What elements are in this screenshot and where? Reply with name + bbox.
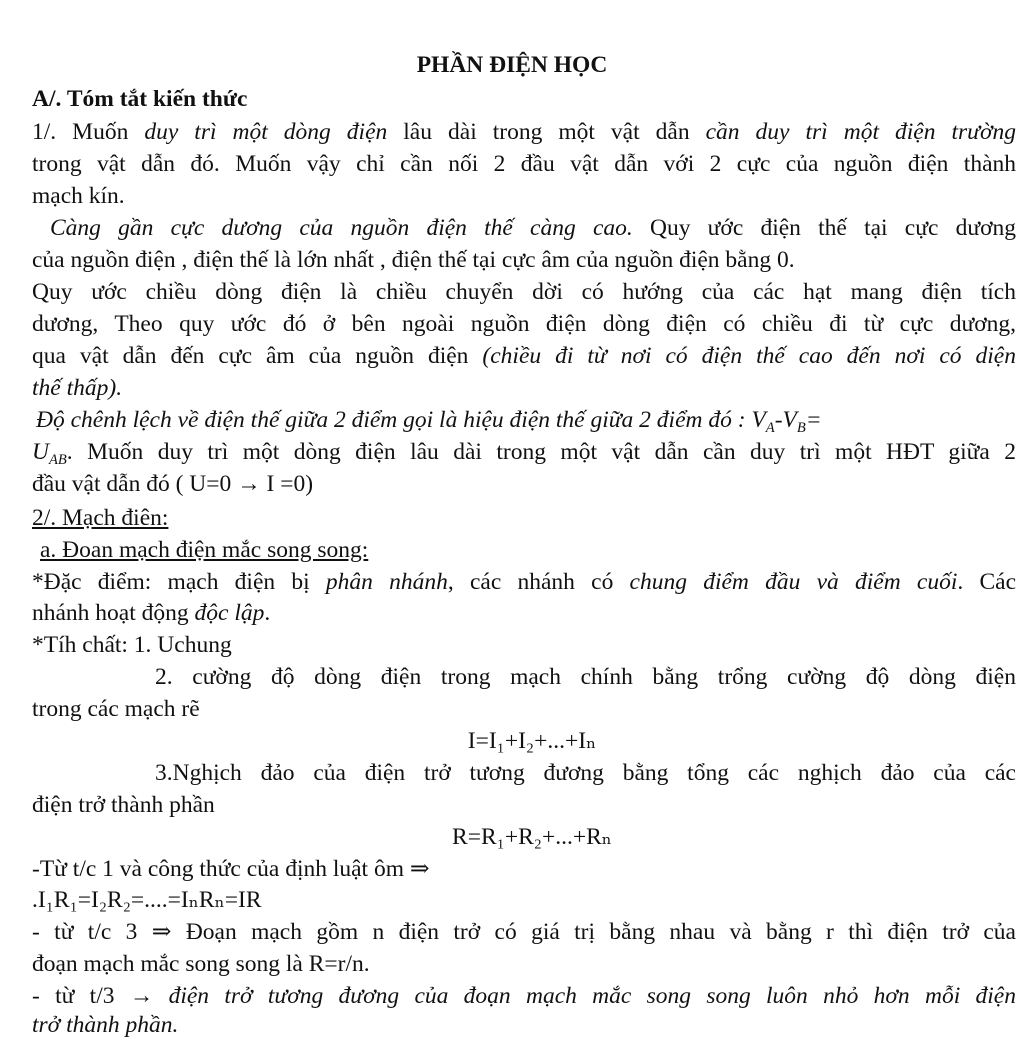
note-3-line-2: trở thành phần.: [32, 1012, 179, 1038]
p3-line-2: dương, Theo quy ước đó ở bên ngoài nguồn điện dòng điện có chiều đi từ cực dương,: [32, 311, 1016, 337]
feature-text: . Các: [957, 569, 1017, 595]
p1-line-2: trong vật dẫn đó. Muốn vậy chỉ cần nối 2 đầu vật dẫn với 2 cực của nguồn điện thành: [32, 151, 1016, 177]
feature-text: nhánh hoạt động: [32, 600, 195, 626]
note-3-italic: điện trở tương đương của đoạn mạch mắc song song luôn nhỏ hơn mỗi điện: [168, 983, 1016, 1009]
feature-text: *Đặc điểm: mạch điện bị: [32, 569, 326, 595]
p4-u-symbol: U: [32, 439, 49, 465]
p3-line-3: [32, 341, 1016, 373]
p3-italic: (chiều đi từ nơi có điện thế cao đến nơi có diện: [482, 343, 1016, 369]
feature-text: , các nhánh có: [447, 569, 630, 595]
property-3-line-1: 3.Nghịch đảo của điện trở tương đương bằng tổng các nghịch đảo của các: [155, 760, 1016, 786]
note-2-line-2: đoạn mạch mắc song song là R=r/n.: [32, 951, 370, 977]
note-1-formula: .I₁R₁=I₂R₂=....=IₙRₙ=IR: [32, 887, 262, 913]
subscript-ab: AB: [48, 452, 67, 469]
p2-italic: Càng gần cực dương của nguồn điện thế càng cao.: [50, 215, 633, 241]
p2-line-2: của nguồn điện , điện thế là lớn nhất , điện thế tại cực âm của nguồn điện bằng 0.: [32, 247, 795, 273]
feature-text: .: [264, 600, 271, 626]
section-2-heading: 2/. Mạch điên:: [32, 505, 169, 531]
p1-line-3: mạch kín.: [32, 183, 125, 209]
subscript-a: A: [765, 420, 775, 437]
subscript-b: B: [796, 420, 806, 437]
feature-line-2: [32, 598, 1016, 630]
note-1: -Từ t/c 1 và công thức của định luật ôm ⇒: [32, 856, 430, 882]
note-2-line-1: - từ t/c 3 ⇒ Đoạn mạch gồm n điện trở có giá trị bằng nhau và bằng r thì điện trở của: [32, 919, 1016, 945]
p2-text: Quy ước điện thế tại cực dương: [632, 215, 1017, 241]
note-3-text: - từ t/3 →: [32, 983, 169, 1009]
p1-italic-1: duy trì một dòng điện: [144, 119, 388, 145]
page-title: PHẦN ĐIỆN HỌC: [416, 52, 608, 78]
feature-line-1: [32, 567, 1016, 599]
p1-italic-2: cần duy trì một điện trường: [705, 119, 1016, 145]
p4-text: -V: [774, 407, 797, 433]
feature-italic: phân nhánh: [325, 569, 448, 595]
p1-line-1: [32, 117, 1016, 149]
p4-line-1: [36, 405, 1016, 437]
property-2-line-2: trong các mạch rẽ: [32, 696, 200, 722]
p4-line-2: [32, 437, 1016, 469]
p4-text: . Muốn duy trì một dòng điện lâu dài trong một vật dẫn cần duy trì một HĐT giữa 2: [66, 439, 1016, 465]
feature-italic: chung điểm đầu và điểm cuối: [629, 569, 958, 595]
p1-text: 1/. Muốn: [32, 119, 145, 145]
property-1: *Tíh chất: 1. Uchung: [32, 632, 232, 658]
p2-line-1: [50, 213, 1016, 245]
p4-text: =: [805, 407, 822, 433]
p1-text: lâu dài trong một vật dẫn: [387, 119, 706, 145]
section-2a-heading: a. Đoan mạch điện mắc song song:: [40, 537, 369, 563]
note-3-line-1: [32, 981, 1016, 1013]
p3-line-1: Quy ước chiều dòng điện là chiều chuyển dời có hướng của các hạt mang điện tích: [32, 279, 1016, 305]
p4-line-3: đầu vật dẫn đó ( U=0 → I =0): [32, 471, 314, 497]
section-a-heading: A/. Tóm tắt kiến thức: [32, 86, 248, 112]
feature-italic: độc lập: [194, 600, 265, 626]
formula-resistance-sum: R=R₁+R₂+...+Rₙ: [452, 824, 612, 850]
formula-current-sum: I=I₁+I₂+...+Iₙ: [467, 728, 597, 754]
property-3-line-2: điện trở thành phần: [32, 792, 215, 818]
p4-text: Độ chênh lệch về điện thế giữa 2 điểm gọi là hiệu điện thế giữa 2 điểm đó : V: [36, 407, 766, 433]
p3-line-4: thế thấp).: [32, 375, 123, 401]
property-2-line-1: 2. cường độ dòng điện trong mạch chính bằng trổng cường độ dòng điện: [155, 664, 1016, 690]
p3-text: qua vật dẫn đến cực âm của nguồn điện: [32, 343, 483, 369]
